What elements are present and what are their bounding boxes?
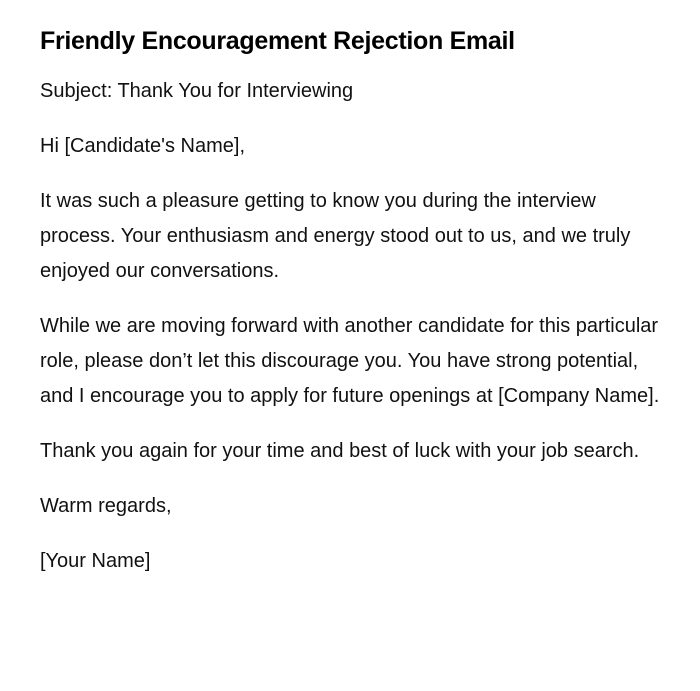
email-signature: [Your Name] xyxy=(40,550,151,572)
document-title: Friendly Encouragement Rejection Email xyxy=(40,27,515,55)
email-subject: Subject: Thank You for Interviewing xyxy=(40,80,354,102)
email-closing: Warm regards, xyxy=(40,495,172,517)
email-paragraph-2: While we are moving forward with another candidate for this particular role, please don’t let this discourage you. You have strong potential, and I encourage you to apply for future openings at [Company Name]. xyxy=(40,315,660,407)
email-greeting: Hi [Candidate's Name], xyxy=(40,135,246,157)
email-paragraph-1: It was such a pleasure getting to know you during the interview process. Your enthusiasm and energy stood out to us, and we truly enjoyed our conversations. xyxy=(40,190,631,282)
email-paragraph-3: Thank you again for your time and best of luck with your job search. xyxy=(40,440,640,462)
